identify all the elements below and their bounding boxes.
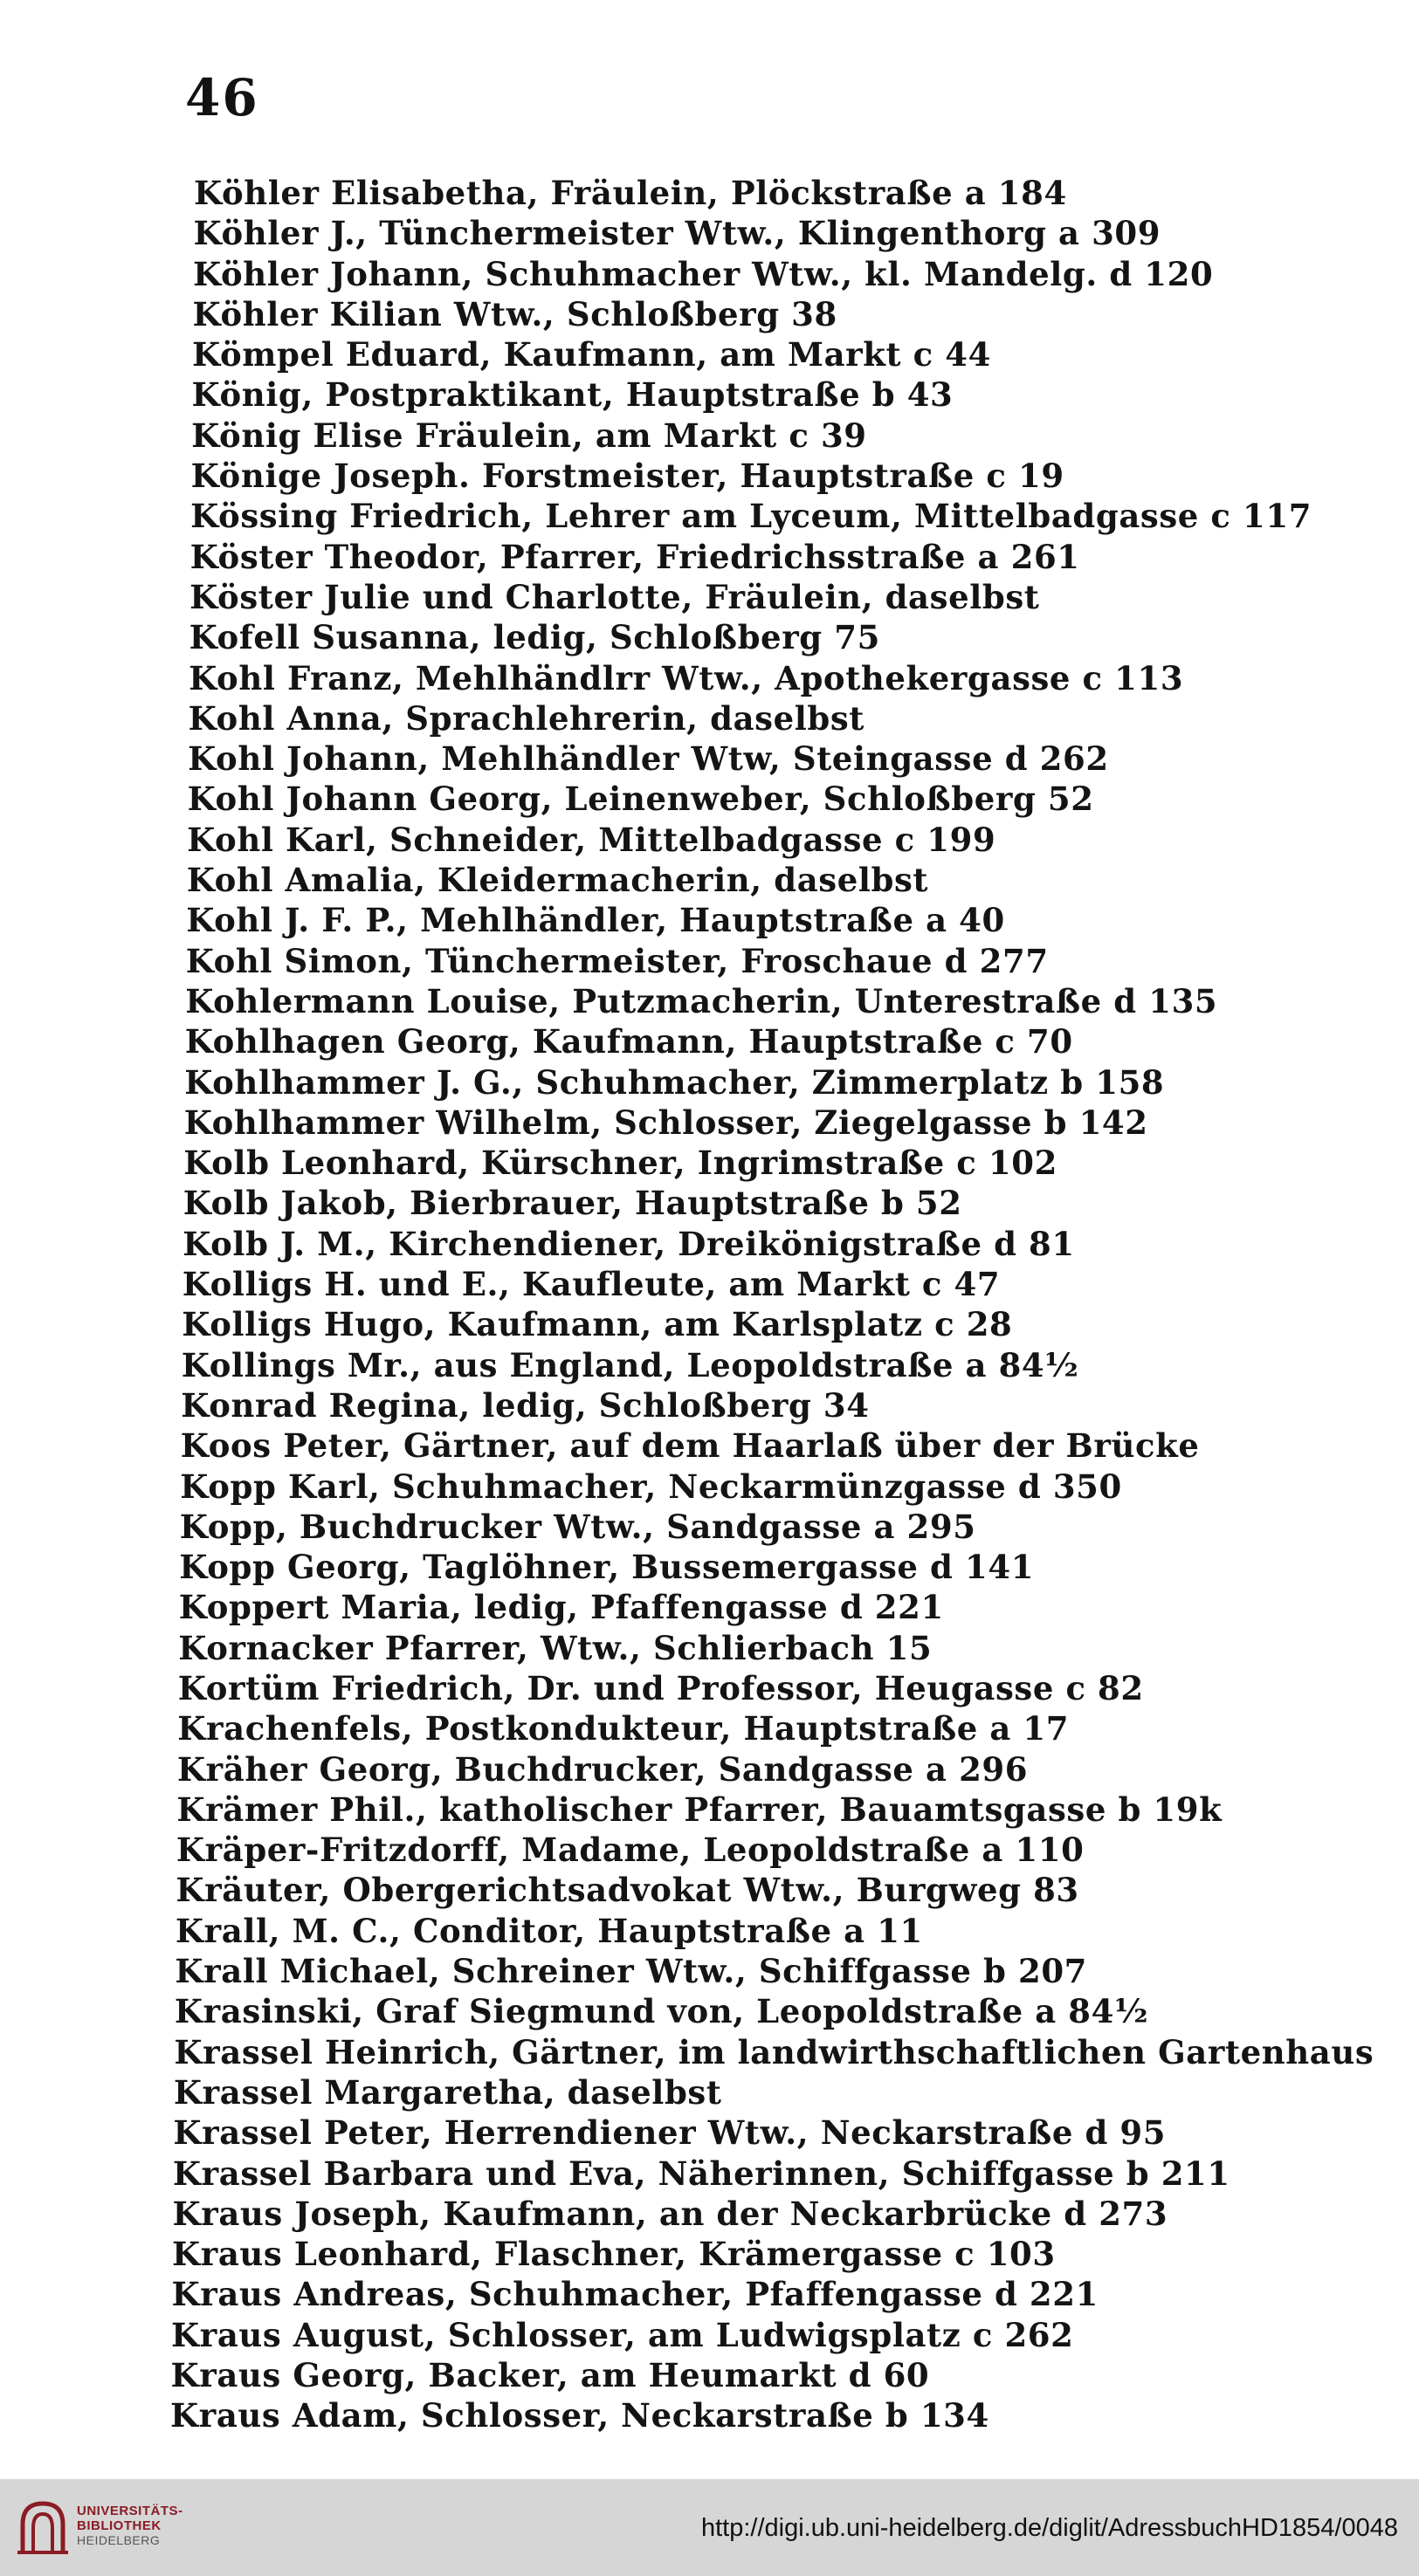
directory-entry-text: Koos Peter, Gärtner, auf dem Haarlaß über der Brücke (180, 1426, 1200, 1466)
directory-entry (0, 738, 1419, 779)
source-url[interactable]: http://digi.ub.uni-heidelberg.de/diglit/AdressbuchHD1854/0048 (700, 2514, 1398, 2542)
directory-entry-text: Kohlhagen Georg, Kaufmann, Hauptstraße c 70 (184, 1022, 1073, 1061)
directory-entry-text: Kohlhammer J. G., Schuhmacher, Zimmerplatz b 158 (184, 1062, 1165, 1102)
directory-entry-text: Krasinski, Graf Siegmund von, Leopoldstraße a 84½ (174, 1992, 1149, 2031)
directory-entry (0, 1911, 1419, 1951)
directory-entry-text: Kräuter, Obergerichtsadvokat Wtw., Burgweg 83 (176, 1871, 1079, 1910)
directory-entry (0, 981, 1419, 1021)
library-logo-text (77, 2504, 183, 2548)
directory-entry (0, 1143, 1419, 1183)
directory-entry-text: Krämer Phil., katholischer Pfarrer, Bauamtsgasse b 19k (176, 1789, 1223, 1829)
directory-entry (0, 1224, 1419, 1264)
directory-entry (0, 374, 1419, 415)
directory-entry (0, 334, 1419, 374)
directory-entry-text: Köhler Johann, Schuhmacher Wtw., kl. Mandelg. d 120 (193, 254, 1214, 293)
directory-entry-text: Kohl J. F. P., Mehlhändler, Hauptstraße a 40 (186, 901, 1005, 940)
directory-entry (0, 2234, 1419, 2274)
directory-entry (0, 1708, 1419, 1748)
directory-entry (0, 941, 1419, 981)
directory-entry (0, 2112, 1419, 2153)
directory-entry-text: Kraus Georg, Backer, am Heumarkt d 60 (170, 2356, 930, 2395)
directory-entry-text: König Elise Fräulein, am Markt c 39 (191, 416, 867, 455)
directory-entry (0, 1991, 1419, 2031)
directory-entry (0, 1668, 1419, 1708)
directory-entry (0, 1507, 1419, 1547)
directory-entry-text: Kohl Johann Georg, Leinenweber, Schloßberg 52 (187, 780, 1094, 819)
directory-entry (0, 860, 1419, 900)
directory-entry-text: Konrad Regina, ledig, Schloßberg 34 (181, 1385, 870, 1425)
directory-entry (0, 1951, 1419, 1991)
directory-entry (0, 1628, 1419, 1668)
directory-entry-text: Kopp Georg, Taglöhner, Bussemergasse d 141 (179, 1548, 1035, 1587)
directory-entry-text: Kräper-Fritzdorff, Madame, Leopoldstraße a 110 (176, 1831, 1085, 1870)
directory-entry-text: Kolb Leonhard, Kürschner, Ingrimstraße c 102 (183, 1144, 1057, 1183)
directory-entry-text: Kohl Simon, Tünchermeister, Froschaue d 277 (185, 941, 1049, 980)
directory-entry (0, 2355, 1419, 2395)
directory-entry-text: Kraus August, Schlosser, am Ludwigsplatz c 262 (171, 2315, 1074, 2354)
directory-entry-text: Krall, M. C., Conditor, Hauptstraße a 11 (175, 1911, 923, 1950)
directory-entry (0, 658, 1419, 698)
directory-entry (0, 1749, 1419, 1789)
directory-entry-text: Könige Joseph. Forstmeister, Hauptstraße c 19 (190, 457, 1064, 496)
directory-entry (0, 2274, 1419, 2314)
directory-entry-text: Kolligs H. und E., Kaufleute, am Markt c 47 (182, 1265, 1001, 1304)
directory-entry (0, 294, 1419, 334)
directory-entry (0, 900, 1419, 940)
directory-entry (0, 779, 1419, 819)
directory-entry-text: Kohl Anna, Sprachlehrerin, daselbst (188, 698, 864, 738)
directory-entry-text: Kraus Leonhard, Flaschner, Krämergasse c 103 (172, 2235, 1056, 2274)
directory-entry (0, 254, 1419, 294)
directory-entry-text: Köhler Elisabetha, Fräulein, Plöckstraße a 184 (194, 174, 1067, 212)
directory-entry-text: Köster Julie und Charlotte, Fräulein, daselbst (189, 577, 1040, 616)
directory-entry (0, 2315, 1419, 2355)
library-name-line-3: HEIDELBERG (77, 2533, 161, 2547)
directory-entry-text: Köhler J., Tünchermeister Wtw., Klingenthorg a 309 (193, 214, 1161, 253)
directory-entry-text: Kössing Friedrich, Lehrer am Lyceum, Mittelbadgasse c 117 (190, 497, 1312, 536)
page-number: 46 (185, 68, 259, 127)
directory-entries (0, 173, 1419, 2436)
directory-entry-text: Kortüm Friedrich, Dr. und Professor, Heugasse c 82 (177, 1668, 1144, 1707)
directory-entry-text: Köhler Kilian Wtw., Schloßberg 38 (192, 294, 837, 333)
directory-entry-text: Krassel Margaretha, daselbst (173, 2072, 722, 2112)
directory-entry-text: Kohl Franz, Mehlhändlrr Wtw., Apothekergasse c 113 (189, 658, 1184, 697)
directory-entry (0, 2072, 1419, 2112)
directory-entry-text: Koppert Maria, ledig, Pfaffengasse d 221 (178, 1588, 944, 1627)
directory-entry-text: Kollings Mr., aus England, Leopoldstraße a 84½ (181, 1345, 1079, 1384)
directory-entry (0, 213, 1419, 253)
directory-entry-text: Krachenfels, Postkondukteur, Hauptstraße a 17 (177, 1709, 1070, 1748)
directory-entry-text: Kraus Adam, Schlosser, Neckarstraße b 134 (170, 2396, 989, 2435)
directory-entry-text: Kolb Jakob, Bierbrauer, Hauptstraße b 52 (183, 1184, 962, 1223)
directory-entry-text: Kraus Andreas, Schuhmacher, Pfaffengasse d 221 (171, 2275, 1099, 2314)
directory-entry (0, 2154, 1419, 2194)
directory-entry (0, 1385, 1419, 1425)
library-seal-icon (16, 2498, 70, 2556)
directory-entry (0, 1467, 1419, 1507)
directory-entry-text: Kömpel Eduard, Kaufmann, am Markt c 44 (192, 335, 991, 374)
directory-entry (0, 1345, 1419, 1385)
directory-entry (0, 1830, 1419, 1870)
directory-entry (0, 1870, 1419, 1910)
directory-entry (0, 698, 1419, 738)
directory-entry (0, 1183, 1419, 1223)
directory-entry-text: Kohlermann Louise, Putzmacherin, Unterestraße d 135 (185, 981, 1218, 1020)
directory-entry-text: Kohl Karl, Schneider, Mittelbadgasse c 199 (187, 820, 996, 859)
directory-entry-text: Kohl Johann, Mehlhändler Wtw, Steingasse d 262 (188, 739, 1109, 779)
directory-entry (0, 173, 1419, 213)
directory-entry (0, 1425, 1419, 1466)
directory-entry (0, 456, 1419, 496)
directory-entry-text: König, Postpraktikant, Hauptstraße b 43 (191, 375, 954, 415)
directory-entry-text: Kolligs Hugo, Kaufmann, am Karlsplatz c 28 (182, 1305, 1013, 1344)
directory-entry (0, 1547, 1419, 1587)
directory-entry (0, 416, 1419, 456)
directory-entry-text: Krassel Heinrich, Gärtner, im landwirthschaftlichen Gartenhaus (174, 2032, 1374, 2071)
directory-entry-text: Krall Michael, Schreiner Wtw., Schiffgasse b 207 (175, 1952, 1088, 1991)
directory-entry-text: Kohlhammer Wilhelm, Schlosser, Ziegelgasse b 142 (183, 1103, 1148, 1142)
directory-entry (0, 1789, 1419, 1830)
directory-entry (0, 1264, 1419, 1304)
directory-entry (0, 1103, 1419, 1143)
directory-entry (0, 1587, 1419, 1627)
directory-entry-text: Kraus Joseph, Kaufmann, an der Neckarbrücke d 273 (172, 2194, 1168, 2233)
directory-entry-text: Kolb J. M., Kirchendiener, Dreikönigstraße d 81 (183, 1224, 1075, 1263)
directory-entry (0, 2032, 1419, 2072)
directory-entry (0, 1021, 1419, 1061)
directory-entry (0, 537, 1419, 577)
directory-entry-text: Kofell Susanna, ledig, Schloßberg 75 (189, 618, 880, 657)
directory-entry-text: Köster Theodor, Pfarrer, Friedrichsstraße a 261 (189, 537, 1080, 576)
directory-entry-text: Krassel Barbara und Eva, Näherinnen, Schiffgasse b 211 (172, 2154, 1230, 2193)
directory-entry-text: Kornacker Pfarrer, Wtw., Schlierbach 15 (178, 1628, 933, 1667)
footer-bar (0, 2479, 1419, 2576)
directory-entry-text: Kräher Georg, Buchdrucker, Sandgasse a 296 (176, 1749, 1029, 1789)
directory-entry (0, 2395, 1419, 2435)
directory-entry (0, 577, 1419, 617)
directory-entry (0, 1304, 1419, 1344)
directory-entry-text: Kohl Amalia, Kleidermacherin, daselbst (186, 861, 929, 900)
directory-entry-text: Kopp Karl, Schuhmacher, Neckarmünzgasse d 350 (180, 1467, 1122, 1506)
directory-entry-text: Kopp, Buchdrucker Wtw., Sandgasse a 295 (179, 1507, 976, 1546)
directory-entry (0, 2194, 1419, 2234)
directory-entry (0, 617, 1419, 657)
directory-entry (0, 496, 1419, 536)
library-name-line-2: BIBLIOTHEK (77, 2518, 162, 2533)
library-name-line-1: UNIVERSITÄTS- (77, 2504, 183, 2518)
directory-entry (0, 820, 1419, 860)
directory-entry-text: Krassel Peter, Herrendiener Wtw., Neckarstraße d 95 (173, 2113, 1167, 2153)
directory-entry (0, 1062, 1419, 1103)
